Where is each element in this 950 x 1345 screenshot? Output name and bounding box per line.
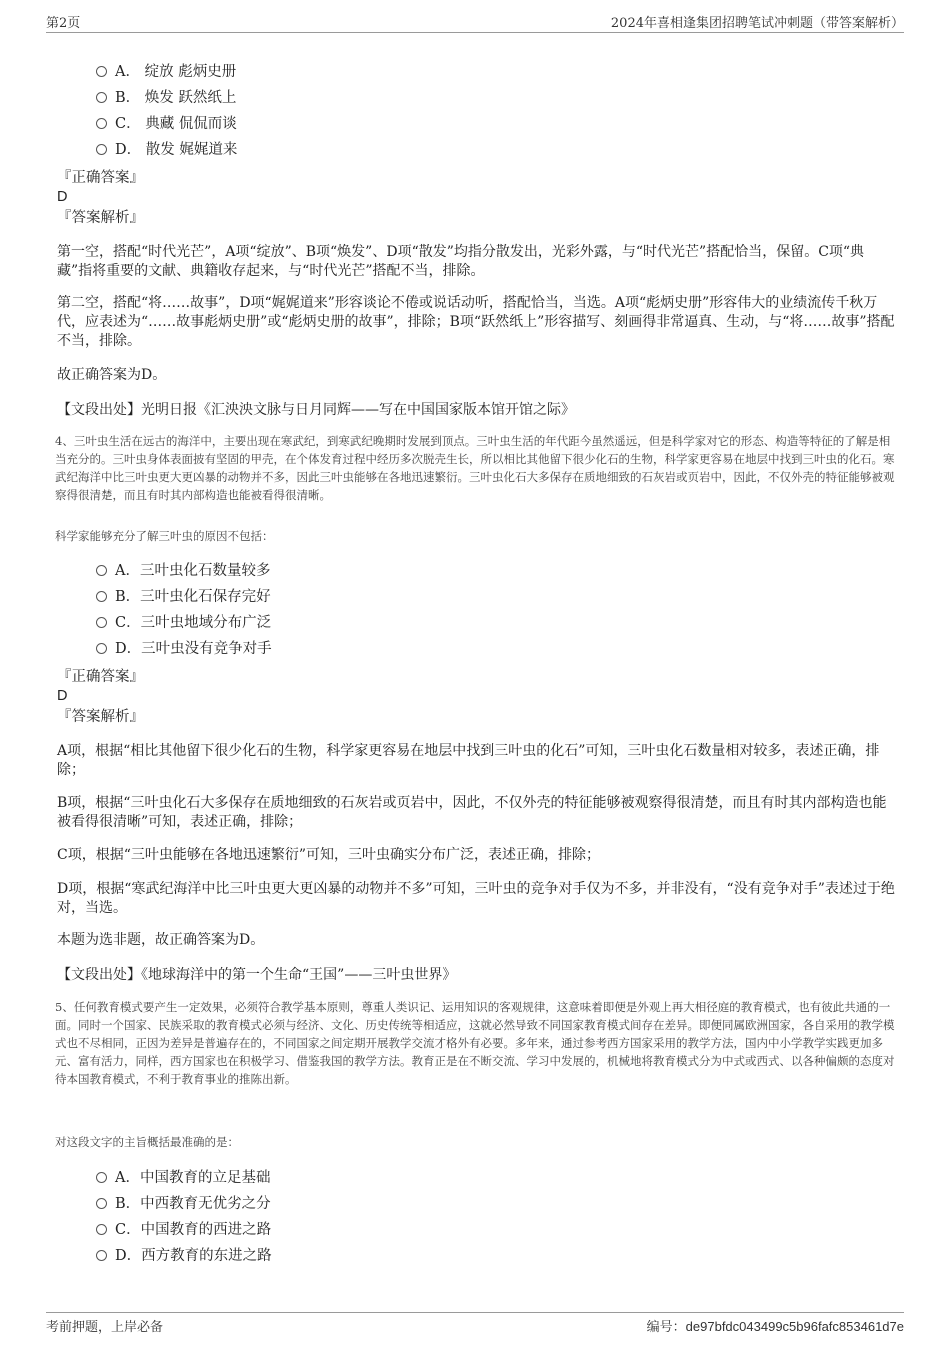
page-header: [46, 10, 904, 33]
q4-analysis-paragraph: D项，根据“寒武纪海洋中比三叶虫更大更凶暴的动物并不多”可知，三叶虫的竞争对手仅为不多，并非没有，“没有竞争对手”表述过于绝对，当选。: [57, 881, 895, 916]
q3-option-d[interactable]: D． 散发 娓娓道来: [96, 140, 237, 160]
q3-option-a[interactable]: A． 绽放 彪炳史册: [96, 62, 236, 82]
q3-analysis-label: 『答案解析』: [57, 210, 144, 226]
q5-option-a[interactable]: A．中国教育的立足基础: [96, 1168, 270, 1188]
q3-analysis-conclusion: 故正确答案为D。: [57, 367, 167, 383]
q4-answer: D: [57, 688, 68, 704]
q3-option-b[interactable]: B． 焕发 跃然纸上: [96, 88, 236, 108]
radio-icon[interactable]: [96, 118, 107, 129]
document-id: [647, 1316, 904, 1335]
radio-icon[interactable]: [96, 1224, 107, 1235]
document-id-label: 编号：: [646, 1320, 686, 1335]
radio-icon[interactable]: [96, 617, 107, 628]
q4-analysis-conclusion: 本题为选非题，故正确答案为D。: [57, 932, 265, 948]
q5-option-b[interactable]: B．中西教育无优劣之分: [96, 1194, 271, 1214]
radio-icon[interactable]: [96, 1198, 107, 1209]
q5-passage: 5、任何教育模式要产生一定效果，必须符合教学基本原则，尊重人类识记、运用知识的客观规律，这意味着即便是外观上再大相径庭的教育模式，也有彼此共通的一面。同时一个国家、民族采取的教育模式必须与经济、文化、历史传统等相适应，这就必然导致不同国家教育模式间存在差异。即便同属欧洲国家，各自采用的教学模式也不尽相同，正因为差异是普遍存在的，不同国家之间定期开展教学交流才格外有必要。多年来，通过参考西方国家采用的教学方法，国内中小学教学实践更加多元、富有活力，同样，西方国家也在积极学习、借鉴我国的教学方法。教育正是在不断交流、学习中发展的，机械地将教育模式分为中式或西式、以各种偏颇的态度对待本国教育模式，不利于教育事业的推陈出新。: [55, 1000, 895, 1086]
radio-icon[interactable]: [96, 144, 107, 155]
radio-icon[interactable]: [96, 1250, 107, 1261]
radio-icon[interactable]: [96, 643, 107, 654]
q3-answer: D: [57, 189, 68, 205]
q3-option-c[interactable]: C． 典藏 侃侃而谈: [96, 114, 237, 134]
radio-icon[interactable]: [96, 565, 107, 576]
page-footer: [46, 1312, 904, 1337]
radio-icon[interactable]: [96, 66, 107, 77]
q5-option-c[interactable]: C．中国教育的西进之路: [96, 1220, 271, 1240]
q4-prompt: 科学家能够充分了解三叶虫的原因不包括：: [55, 529, 274, 543]
document-id-code: de97bfdc043499c5b96fafc853461d7e: [685, 1319, 904, 1334]
q4-analysis-paragraph: B项，根据“三叶虫化石大多保存在质地细致的石灰岩或页岩中，因此，不仅外壳的特征能够被观察得很清楚，而且有时其内部构造也能被看得很清晰”可知，表述正确，排除；: [57, 795, 887, 830]
q3-analysis-paragraph: 第二空，搭配“将……故事”，D项“娓娓道来”形容谈论不倦或说话动听，搭配恰当，当选。A项“彪炳史册”形容伟大的业绩流传千秋万代，应表述为“……故事彪炳史册”或“彪炳史册的故事”，排除；B项“跃然纸上”形容描写、刻画得非常逼真、生动，与“将……故事”搭配不当，排除。: [57, 295, 895, 349]
q4-source: 【文段出处】《地球海洋中的第一个生命“王国”——三叶虫世界》: [57, 967, 457, 983]
q4-passage: 4、三叶虫生活在远古的海洋中，主要出现在寒武纪，到寒武纪晚期时发展到顶点。三叶虫生活的年代距今虽然遥远，但是科学家对它的形态、构造等特征的了解是相当充分的。三叶虫身体表面披有坚固的甲壳，在个体发育过程中经历多次脱壳生长，所以相比其他留下很少化石的生物，科学家更容易在地层中找到三叶虫的化石。寒武纪海洋中比三叶虫更大更凶暴的动物并不多，因此三叶虫能够在各地迅速繁衍。三叶虫化石大多保存在质地细致的石灰岩或页岩中，因此，不仅外壳的特征能够被观察得很清楚，而且有时其内部构造也能被看得很清晰。: [55, 434, 895, 502]
page-number: 第2页: [46, 16, 81, 31]
q5-prompt: 对这段文字的主旨概括最准确的是：: [55, 1135, 239, 1149]
q4-option-a[interactable]: A．三叶虫化石数量较多: [96, 561, 270, 581]
q3-analysis-paragraph: 第一空，搭配“时代光芒”，A项“绽放”、B项“焕发”、D项“散发”均指分散发出，光彩外露，与“时代光芒”搭配恰当，保留。C项“典藏”指将重要的文献、典籍收存起来，与“时代光芒”搭配不当，排除。: [57, 244, 865, 279]
radio-icon[interactable]: [96, 591, 107, 602]
footer-slogan: 考前押题，上岸必备: [46, 1320, 164, 1335]
q3-answer-label: 『正确答案』: [57, 170, 144, 186]
q4-analysis-label: 『答案解析』: [57, 709, 144, 725]
q4-option-b[interactable]: B．三叶虫化石保存完好: [96, 587, 271, 607]
q4-analysis-paragraph: A项，根据“相比其他留下很少化石的生物，科学家更容易在地层中找到三叶虫的化石”可知，三叶虫化石数量相对较多，表述正确，排除；: [57, 743, 880, 778]
radio-icon[interactable]: [96, 1172, 107, 1183]
q4-answer-label: 『正确答案』: [57, 669, 144, 685]
q3-source: 【文段出处】光明日报《汇泱泱文脉与日月同辉——写在中国国家版本馆开馆之际》: [57, 402, 575, 418]
q4-option-d[interactable]: D．三叶虫没有竞争对手: [96, 639, 272, 659]
q4-option-c[interactable]: C．三叶虫地域分布广泛: [96, 613, 271, 633]
q4-analysis-paragraph: C项，根据“三叶虫能够在各地迅速繁衍”可知，三叶虫确实分布广泛，表述正确，排除；: [57, 847, 601, 863]
q5-option-d[interactable]: D．西方教育的东进之路: [96, 1246, 272, 1266]
document-title: 2024年喜相逢集团招聘笔试冲刺题（带答案解析）: [610, 16, 904, 31]
radio-icon[interactable]: [96, 92, 107, 103]
